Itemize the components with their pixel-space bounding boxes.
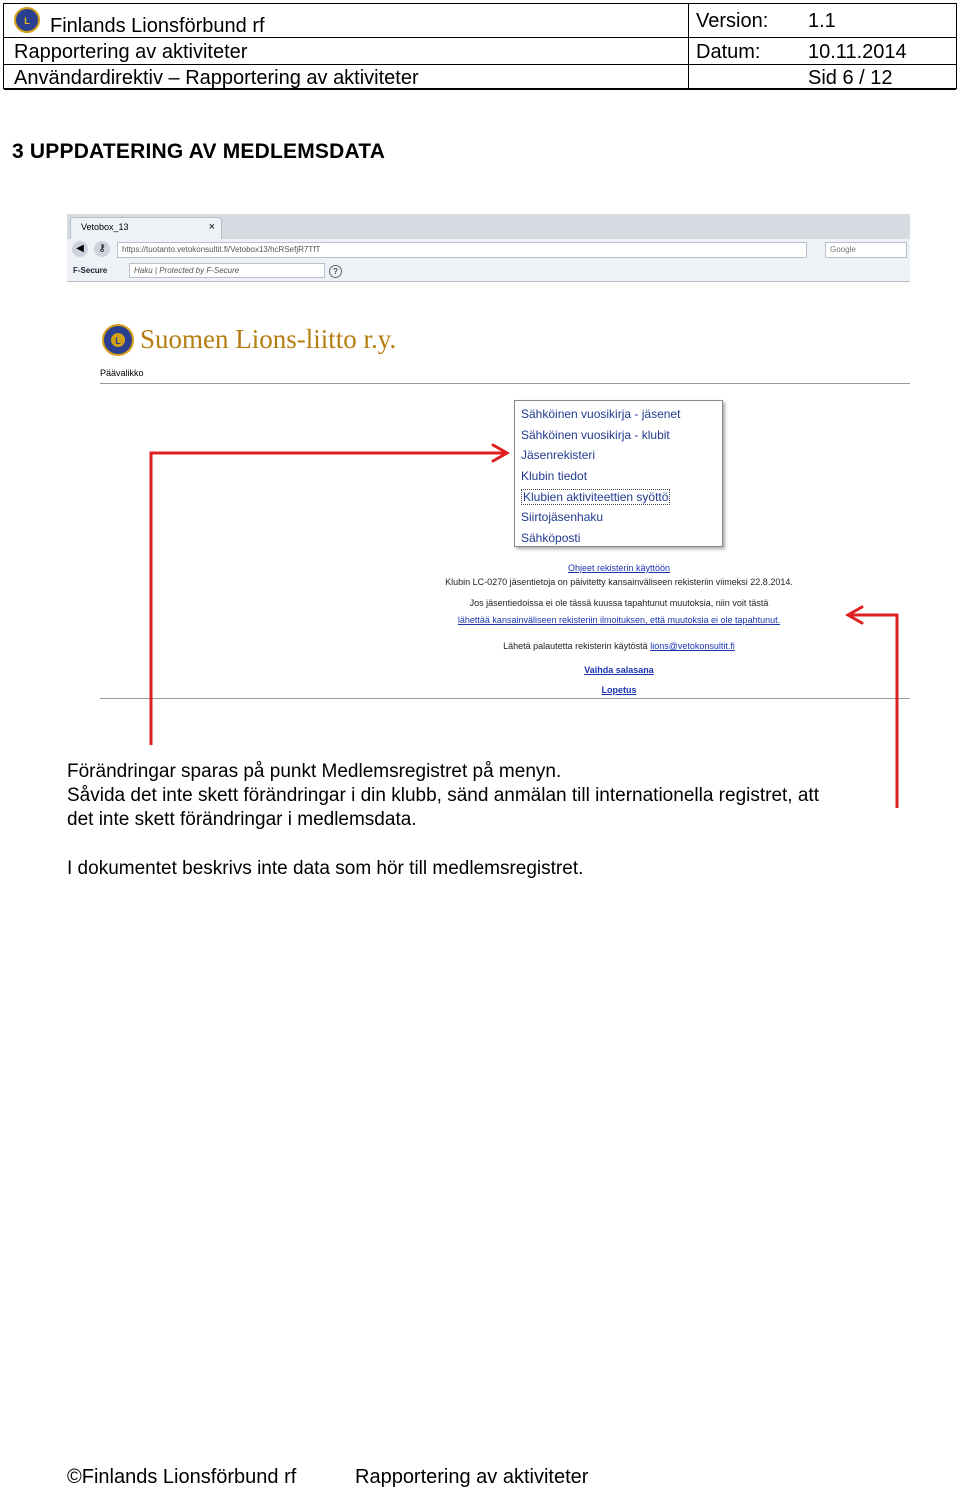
arrow-to-no-changes-link bbox=[850, 615, 897, 808]
footer-copyright: ©Finlands Lionsförbund rf bbox=[67, 1466, 297, 1488]
browser-search-box[interactable]: Google bbox=[825, 242, 907, 258]
brand-name: Suomen Lions-liitto r.y. bbox=[140, 324, 397, 354]
no-changes-link[interactable]: lähettää kansainväliseen rekisteriin ilmoituksen, että muutoksia ei ole tapahtunut. bbox=[457, 615, 781, 625]
back-arrow-icon[interactable]: ◀ bbox=[72, 241, 88, 257]
help-link[interactable]: Ohjeet rekisterin käyttöön bbox=[567, 563, 671, 573]
menu-item-transfer-search[interactable]: Siirtojäsenhaku bbox=[521, 510, 604, 525]
change-password-link[interactable]: Vaihda salasana bbox=[584, 665, 654, 675]
menu-item-yearbook-clubs[interactable]: Sähköinen vuosikirja - klubit bbox=[521, 427, 670, 442]
logout-link[interactable]: Lopetus bbox=[601, 685, 637, 695]
menu-item-club-activities[interactable]: Klubien aktiviteettien syöttö bbox=[523, 489, 669, 504]
feedback-email-link[interactable]: lions@vetokonsultit.fi bbox=[650, 641, 735, 651]
paragraph: I dokumentet beskrivs inte data som hör till medlemsregistret. bbox=[67, 858, 584, 879]
key-icon[interactable]: ⚷ bbox=[94, 241, 110, 257]
header-doc-name: Användardirektiv – Rapportering av aktiviteter bbox=[14, 67, 419, 89]
security-search-input[interactable]: Haku | Protected by F-Secure bbox=[129, 263, 325, 278]
section-heading: 3 UPPDATERING AV MEDLEMSDATA bbox=[12, 140, 386, 163]
notice-text: Jos jäsentiedoissa ei ole tässä kuussa tapahtunut muutoksia, niin voit tästä bbox=[469, 598, 769, 608]
footer-title: Rapportering av aktiviteter bbox=[355, 1466, 589, 1488]
paragraph: det inte skett förändringar i medlemsdata. bbox=[67, 809, 417, 830]
header-date-value: 10.11.2014 bbox=[808, 41, 907, 63]
svg-text:L: L bbox=[115, 336, 121, 346]
feedback-text: Lähetä palautetta rekisterin käytöstä bbox=[503, 641, 648, 651]
menu-item-email[interactable]: Sähköposti bbox=[521, 531, 581, 546]
security-product-label: F-Secure bbox=[73, 266, 108, 275]
arrow-to-club-info bbox=[151, 453, 505, 745]
svg-text:L: L bbox=[24, 16, 30, 26]
menu-item-member-register[interactable]: Jäsenrekisteri bbox=[521, 448, 596, 463]
paragraph: Såvida det inte skett förändringar i din klubb, sänd anmälan till internationella registret, att bbox=[67, 785, 819, 806]
header-version-label: Version: bbox=[696, 10, 769, 32]
tab-title: Vetobox_13 bbox=[81, 222, 129, 232]
menu-item-yearbook-members[interactable]: Sähköinen vuosikirja - jäsenet bbox=[521, 407, 681, 421]
menu-item-club-info[interactable]: Klubin tiedot bbox=[521, 469, 588, 484]
header-page: Sid 6 / 12 bbox=[808, 67, 893, 89]
tab-close-icon[interactable]: × bbox=[208, 221, 215, 233]
help-icon[interactable]: ? bbox=[329, 265, 342, 278]
main-menu-label: Päävalikko bbox=[100, 368, 144, 378]
club-update-info: Klubin LC-0270 jäsentietoja on päivitetty kansainväliseen rekisteriin viimeksi 22.8.2014. bbox=[445, 577, 793, 587]
header-org: Finlands Lionsförbund rf bbox=[50, 15, 265, 37]
address-bar[interactable]: https://tuotanto.vetokonsultit.fi/Vetobox13/hcRSefjR7TfT bbox=[117, 242, 807, 258]
paragraph: Förändringar sparas på punkt Medlemsregistret på menyn. bbox=[67, 761, 562, 782]
header-version-value: 1.1 bbox=[808, 10, 836, 32]
header-title: Rapportering av aktiviteter bbox=[14, 41, 248, 63]
header-date-label: Datum: bbox=[696, 41, 761, 63]
